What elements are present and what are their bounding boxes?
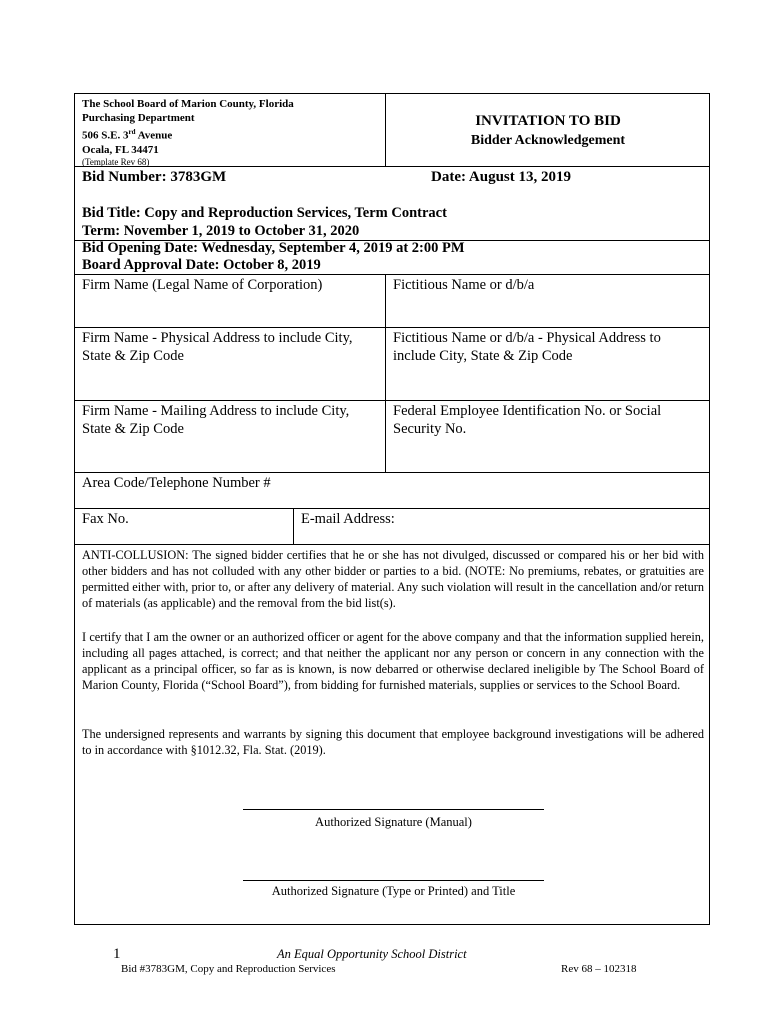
firm-mailing-address-field[interactable] bbox=[75, 400, 386, 472]
page-number: 1 bbox=[113, 946, 121, 962]
manual-signature-label: Authorized Signature (Manual) bbox=[315, 815, 472, 829]
column-divider bbox=[385, 274, 386, 472]
bid-acknowledgement-form bbox=[74, 93, 710, 925]
certification-paragraph: I certify that I am the owner or an authorized officer or agent for the above company and that the information supplied herein, including all pages attached, is correct; and that neither the applicant nor any person or concern in any connection with the applicant as a principal officer, so far as is known, is now debarred or otherwise declared ineligible by The School Board of Marion County, Florida (“School Board”), from bidding for furnished materials, supplies or services to the School Board. bbox=[82, 630, 704, 692]
firm-name-label: Firm Name (Legal Name of Corporation) bbox=[82, 277, 323, 293]
template-revision: (Template Rev 68) bbox=[82, 156, 150, 167]
fictitious-physical-address-label: Fictitious Name or d/b/a - Physical Address to include City, State & Zip Code bbox=[393, 330, 661, 364]
divider bbox=[75, 544, 710, 545]
telephone-label: Area Code/Telephone Number # bbox=[82, 475, 271, 491]
fein-field[interactable] bbox=[386, 400, 710, 472]
bid-opening-date: Bid Opening Date: Wednesday, September 4, 2019 at 2:00 PM bbox=[82, 240, 465, 256]
board-approval-date: Board Approval Date: October 8, 2019 bbox=[82, 257, 321, 273]
manual-signature-line[interactable] bbox=[243, 809, 544, 810]
printed-signature-line[interactable] bbox=[243, 880, 544, 881]
firm-mailing-address-label: Firm Name - Mailing Address to include City, State & Zip Code bbox=[82, 403, 350, 437]
background-check-paragraph: The undersigned represents and warrants by signing this document that employee background investigations will be adhered to in accordance with §1012.32, Fla. Stat. (2019). bbox=[82, 727, 704, 757]
bid-term: Term: November 1, 2019 to October 31, 2020 bbox=[82, 223, 360, 239]
form-subtitle: Bidder Acknowledgement bbox=[470, 133, 626, 148]
firm-physical-address-field[interactable] bbox=[75, 327, 386, 400]
printed-signature-label: Authorized Signature (Type or Printed) and Title bbox=[271, 884, 516, 898]
org-name: The School Board of Marion County, Florida bbox=[82, 98, 294, 110]
email-label: E-mail Address: bbox=[301, 511, 395, 527]
bid-date: Date: August 13, 2019 bbox=[431, 169, 572, 185]
fein-label: Federal Employee Identification No. or Social Security No. bbox=[393, 403, 662, 437]
form-title: INVITATION TO BID bbox=[475, 113, 621, 129]
bid-number: Bid Number: 3783GM bbox=[82, 169, 227, 185]
school-board-address bbox=[82, 97, 294, 168]
email-field[interactable] bbox=[294, 508, 710, 544]
fictitious-name-field[interactable] bbox=[386, 274, 710, 327]
street-address: 506 S.E. 3rd Avenue bbox=[82, 128, 173, 142]
fictitious-name-label: Fictitious Name or d/b/a bbox=[393, 277, 535, 293]
bid-info-section bbox=[75, 166, 709, 241]
equal-opportunity-slogan: An Equal Opportunity School District bbox=[277, 947, 467, 961]
firm-physical-address-label: Firm Name - Physical Address to include City, State & Zip Code bbox=[82, 330, 353, 364]
fax-label: Fax No. bbox=[82, 511, 129, 527]
bid-title: Bid Title: Copy and Reproduction Services, Term Contract bbox=[82, 205, 447, 221]
firm-name-field[interactable] bbox=[75, 274, 386, 327]
bid-title-block bbox=[82, 204, 447, 240]
anti-collusion-paragraph: ANTI-COLLUSION: The signed bidder certifies that he or she has not divulged, discussed or compared his or her bid with other bidders and has not colluded with any other bidder or parties to a bid. (NOTE: No premiums, rebates, or gratuities are permitted either with, prior to, or after any delivery of material. Any such violation will result in the cancellation and/or return of materials (as applicable) and the removal from the bid list(s). bbox=[82, 548, 704, 610]
bid-opening-section bbox=[75, 240, 709, 275]
department: Purchasing Department bbox=[82, 112, 195, 124]
form-title-block bbox=[386, 112, 710, 150]
city-state-zip: Ocala, FL 34471 bbox=[82, 143, 159, 156]
fictitious-physical-address-field[interactable] bbox=[386, 327, 710, 400]
form-header bbox=[75, 94, 709, 167]
telephone-field[interactable] bbox=[75, 472, 710, 508]
footer-bid-reference: Bid #3783GM, Copy and Reproduction Services bbox=[121, 963, 336, 975]
footer-revision: Rev 68 – 102318 bbox=[561, 963, 637, 975]
fax-field[interactable] bbox=[75, 508, 293, 544]
